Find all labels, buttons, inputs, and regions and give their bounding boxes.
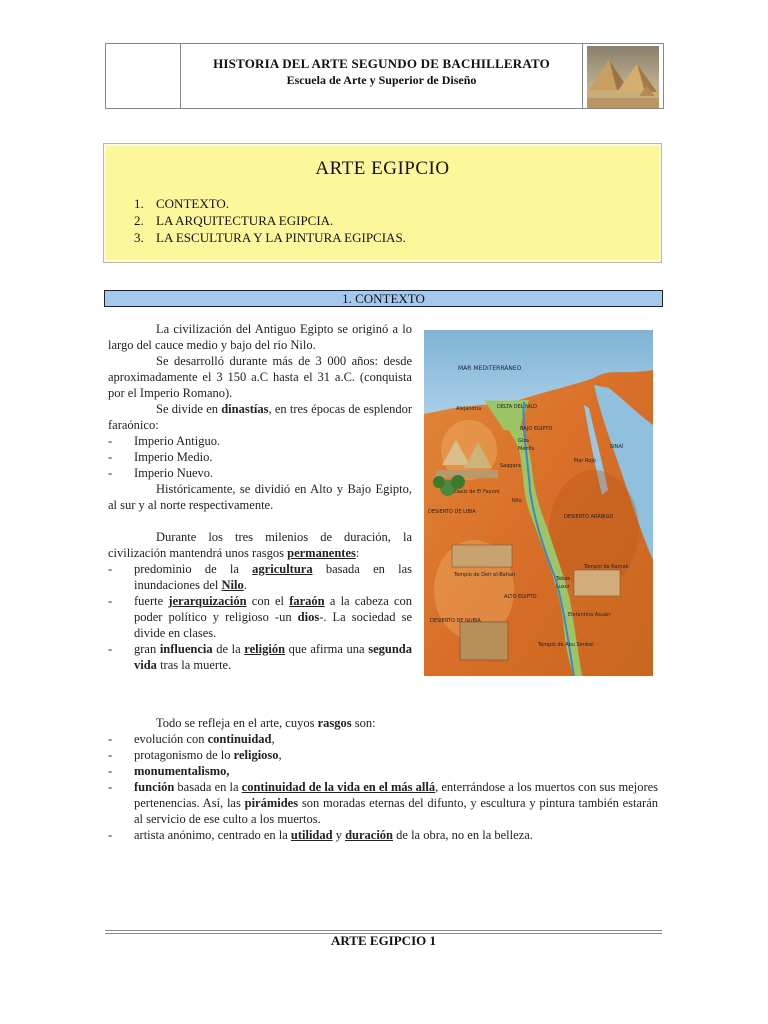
map-label: MAR MEDITERRÁNEO (458, 365, 522, 372)
list-item: - evolución con continuidad, (108, 732, 275, 746)
paragraph: Se desarrolló durante más de 3 000 años: desde aproximadamente el 3 150 a.C hasta el 31 a.C. (conquista por el Imperio Romano). (108, 354, 412, 400)
list-item: - protagonismo de lo religioso, (108, 748, 282, 762)
context-column (108, 321, 412, 673)
map-label: DELTA DEL NILO (497, 404, 537, 410)
toc-item: 3. LA ESCULTURA Y LA PINTURA EGIPCIAS. (134, 230, 406, 245)
list-item: - artista anónimo, centrado en la utilidad y duración de la obra, no en la belleza. (108, 828, 533, 842)
toc-item: 2. LA ARQUITECTURA EGIPCIA. (134, 213, 334, 228)
map-label: Oasis de El Fayum (454, 489, 500, 495)
map-label: DESIERTO DE LIBIA (428, 509, 476, 515)
map-label: Menfis (518, 446, 535, 452)
page-footer: ARTE EGIPCIO 1 (330, 933, 436, 948)
egypt-map-image (424, 330, 653, 676)
list-item: - Imperio Nuevo. (108, 466, 214, 480)
spacer (108, 513, 412, 529)
map-label: SINAÍ (610, 444, 624, 450)
document-header (105, 43, 664, 109)
map-label: Templo de Karnak (584, 564, 629, 570)
header-title: HISTORIA DEL ARTE SEGUNDO DE BACHILLERATO (213, 56, 550, 71)
map-label: BAJO EGIPTO (520, 426, 553, 432)
map-label: Nilo (512, 498, 522, 504)
map-label: Saqqara (500, 463, 521, 469)
map-label: DESIERTO ARÁBIGO (564, 514, 614, 520)
title-box (103, 143, 662, 263)
map-label: Alejandría (456, 406, 482, 412)
map-label: Templo de Deir el-Bahari (454, 572, 516, 578)
pyramids-image (587, 46, 659, 108)
list-item: - Imperio Antiguo. (108, 434, 221, 448)
footer-rule (105, 930, 662, 931)
header-right-cell (582, 44, 663, 108)
paragraph: Todo se refleja en el arte, cuyos rasgos son: (156, 716, 376, 730)
header-left-cell (106, 44, 181, 108)
map-label: Tebas (556, 576, 571, 582)
page-title: ARTE EGIPCIO (315, 158, 450, 179)
paragraph: Se divide en dinastías, en tres épocas de esplendor faraónico: (108, 402, 413, 432)
map-label: Luxor (556, 584, 570, 590)
art-features-section (108, 715, 658, 843)
map-label: Templo de Abu Simbel (538, 642, 594, 648)
paragraph: La civilización del Antiguo Egipto se originó a lo largo del cauce medio y bajo del río Nilo. (108, 322, 412, 352)
map-label: Mar Rojo (574, 458, 596, 464)
toc-item: 1. CONTEXTO. (134, 196, 230, 211)
list-item: - monumentalismo, (108, 764, 230, 778)
list-item: - función basada en la continuidad de la vida en el más allá, enterrándose a los muertos con sus mejores pertenencias. Así, las pirámides son moradas eternas del difunto, y escultura y pintura también estarán al servicio de ese culto a los muertos. (108, 780, 659, 826)
list-item: - predominio de la agricultura basada en las inundaciones del Nilo. (108, 562, 412, 592)
paragraph: Históricamente, se dividió en Alto y Bajo Egipto, al sur y al norte respectivamente. (108, 482, 412, 512)
map-label: ALTO EGIPTO (504, 594, 537, 600)
map-label: Giza (518, 438, 529, 444)
map-label: DESIERTO DE NUBIA (430, 618, 481, 624)
paragraph: Durante los tres milenios de duración, la civilización mantendrá unos rasgos permanentes: (108, 530, 412, 560)
header-subtitle: Escuela de Arte y Superior de Diseño (286, 73, 477, 87)
list-item: - gran influencia de la religión que afirma una segunda vida tras la muerte. (108, 642, 412, 672)
section-heading: 1. CONTEXTO (104, 290, 663, 307)
list-item: - fuerte jerarquización con el faraón a la cabeza con poder político y religioso -un dios-. La sociedad se divide en clases. (108, 594, 412, 640)
map-label: Elefantina Asuán (568, 612, 611, 618)
header-center-cell (181, 56, 582, 88)
list-item: - Imperio Medio. (108, 450, 213, 464)
table-of-contents (134, 195, 406, 246)
